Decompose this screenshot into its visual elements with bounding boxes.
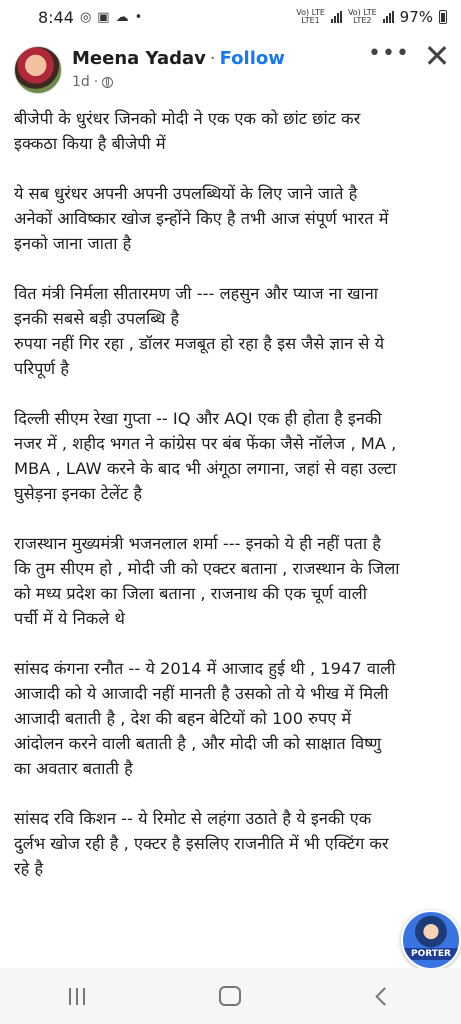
author-line (72, 48, 285, 69)
follow-button[interactable]: Follow (219, 48, 285, 69)
post-paragraph: सांसद रवि किशन -- ये रिमोट से लहंगा उठाते है ये इनकी एक दुर्लभ खोज रही है , एक्टर है इसलिए राजनीति में भी एक्टिंग कर रहे है (14, 809, 389, 878)
post-meta (72, 74, 113, 90)
sim2-network-label: Vo) LTE LTE2 (347, 8, 377, 25)
post-paragraph: वित मंत्री निर्मला सीतारमण जी --- लहसुन और प्याज ना खाना इनकी सबसे बड़ी उपलब्धि है रुपया नहीं गिर रहा , डॉलर मजबूत हो रहा है इस जैसे ज्ञान से ये परिपूर्ण है (14, 284, 385, 378)
notification-dot-icon: • (134, 9, 143, 25)
avatar[interactable] (14, 46, 62, 94)
back-icon (375, 987, 393, 1005)
post-paragraph: बीजेपी के धुरंधर जिनको मोदी ने एक एक को छांट छांट कर इक्कठा किया है बीजेपी में (14, 109, 361, 153)
author-name[interactable]: Meena Yadav (72, 48, 206, 69)
status-right (296, 8, 447, 26)
sim1-signal-icon (331, 11, 342, 23)
more-options-icon[interactable]: ••• (368, 41, 410, 66)
meta-separator: · (93, 74, 99, 90)
post-paragraph: राजस्थान मुख्यमंत्री भजनलाल शर्मा --- इनको ये ही नहीं पता है कि तुम सीएम हो , मोदी जी को एक्टर बताना , राजस्थान के जिला को मध्य प्रदेश का जिला बताना , राजनाथ की एक चूर्ण वाली पर्ची में ये निकले थे (14, 534, 400, 628)
whatsapp-icon: ◎ (79, 9, 92, 25)
separator-dot: · (209, 48, 216, 69)
status-left (38, 8, 142, 27)
navigation-bar (0, 968, 461, 1024)
status-bar (0, 0, 461, 34)
home-button[interactable] (200, 976, 260, 1016)
clock: 8:44 (38, 7, 74, 27)
recents-icon (69, 988, 85, 1005)
porter-floating-button[interactable] (401, 910, 461, 970)
recents-button[interactable] (47, 976, 107, 1016)
porter-label: PORTER (403, 948, 459, 960)
battery-percent: 97% (399, 8, 433, 26)
post-paragraph: सांसद कंगना रनौत -- ये 2014 में आजाद हुई थी , 1947 वाली आजादी को ये आजादी नहीं मानती है उसको तो ये भीख में मिली आजादी बताती है , देश की बहन बेटियों को 100 रुपए में आंदोलन करने वाली बताती है , और मोदी जी को साक्षात विष्णु का अवतार बताती है (14, 659, 396, 778)
post-time[interactable]: 1d (72, 74, 90, 90)
globe-icon (102, 77, 113, 88)
post-paragraph: दिल्ली सीएम रेखा गुप्ता -- IQ और AQI एक ही होता है इनकी नजर में , शहीद भगत ने कांग्रेस पर बंब फेंका जैसे नॉलेज , MA , MBA , LAW करने के बाद भी अंगूठा लगाना, जहां से वहा उल्टा घुसेड़ना इनका टेलेंट है (14, 409, 397, 503)
gallery-icon: ▣ (97, 9, 110, 25)
post-paragraph: ये सब धुरंधर अपनी अपनी उपलब्धियों के लिए जाने जाते है अनेकों आविष्कार खोज इन्होंने किए है तभी आज संपूर्ण भारत में इनको जाना जाता है (14, 184, 389, 253)
cloud-icon: ☁ (115, 9, 129, 25)
back-button[interactable] (354, 976, 414, 1016)
post-body (14, 106, 452, 906)
post-header (0, 37, 461, 98)
battery-icon (439, 10, 447, 24)
sim1-network-label: Vo) LTE LTE1 (296, 8, 325, 25)
sim2-signal-icon (383, 11, 394, 23)
home-icon (219, 986, 241, 1006)
close-icon[interactable]: ✕ (423, 37, 451, 75)
